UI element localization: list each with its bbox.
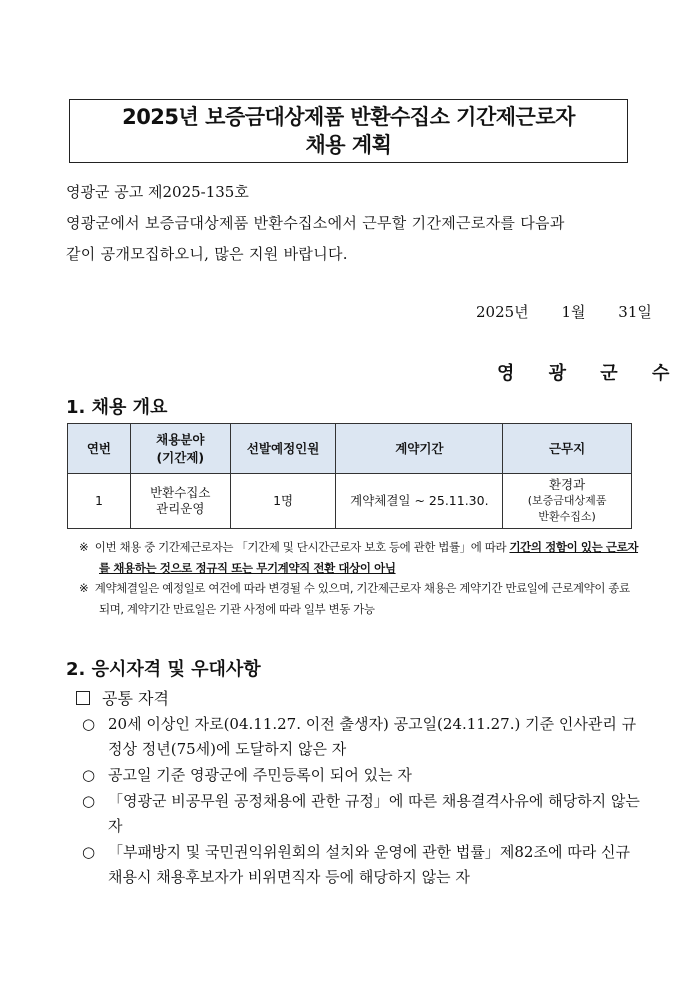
signer: 영 광 군 수 bbox=[497, 363, 684, 384]
notice-number: 영광군 공고 제2025-135호 bbox=[66, 183, 249, 201]
circle-bullet-icon: ○ bbox=[82, 766, 96, 784]
cell-field: 반환수집소 관리운영 bbox=[130, 474, 230, 529]
note-item: ※ 이번 채용 중 기간제근로자는 「기간제 및 단시간근로자 보호 등에 관한 법률」에 따라 기간의 정함이 있는 근로자를 채용하는 것으로 정규직 또는 무기계약직 전환 대상이 아님 bbox=[79, 540, 639, 575]
qualification-list bbox=[82, 712, 642, 891]
header-period: 계약기간 bbox=[336, 424, 503, 474]
notice-date bbox=[476, 301, 652, 322]
circle-bullet-icon: ○ bbox=[82, 715, 96, 733]
square-bullet-icon bbox=[76, 691, 90, 705]
header-headcount: 선발예정인원 bbox=[230, 424, 336, 474]
list-item: ○ 「부패방지 및 국민권익위원회의 설치와 운영에 관한 법률」제82조에 따라 신규 채용시 채용후보자가 비위면직자 등에 해당하지 않는 자 bbox=[82, 840, 642, 890]
reference-mark-icon: ※ bbox=[79, 581, 89, 595]
date-month: 1월 bbox=[561, 303, 586, 321]
list-item: ○ 20세 이상인 자로(04.11.27. 이전 출생자) 공고일(24.11.27.) 기준 인사관리 규정상 정년(75세)에 도달하지 않은 자 bbox=[82, 712, 642, 762]
cell-period: 계약체결일 ~ 25.11.30. bbox=[336, 474, 503, 529]
section-1-heading: 1. 채용 개요 bbox=[66, 397, 168, 418]
header-no: 연번 bbox=[68, 424, 131, 474]
cell-no: 1 bbox=[68, 474, 131, 529]
document-title-box bbox=[69, 99, 628, 163]
header-field: 채용분야 (기간제) bbox=[130, 424, 230, 474]
title-line-2: 채용 계획 bbox=[305, 133, 392, 157]
table-header-row bbox=[68, 424, 632, 474]
notes bbox=[79, 537, 639, 619]
date-day: 31일 bbox=[618, 303, 652, 321]
title-line-1: 2025년 보증금대상제품 반환수집소 기간제근로자 bbox=[122, 105, 575, 129]
date-year: 2025년 bbox=[476, 303, 529, 321]
intro-line-2: 같이 공개모집하오니, 많은 지원 바랍니다. bbox=[66, 245, 348, 263]
section-2-heading: 2. 응시자격 및 우대사항 bbox=[66, 659, 261, 680]
subheading-common-qualifications: 공통 자격 bbox=[76, 686, 169, 709]
intro-paragraph bbox=[66, 208, 636, 270]
list-item: ○ 공고일 기준 영광군에 주민등록이 되어 있는 자 bbox=[82, 763, 642, 788]
circle-bullet-icon: ○ bbox=[82, 843, 96, 861]
intro-line-1: 영광군에서 보증금대상제품 반환수집소에서 근무할 기간제근로자를 다음과 bbox=[66, 214, 565, 232]
underlined-emphasis: 기간의 정함이 있는 근로자를 채용하는 것으로 정규직 또는 무기계약직 전환 대상이 아님 bbox=[99, 540, 639, 575]
list-item: ○ 「영광군 비공무원 공정채용에 관한 규정」에 따른 채용결격사유에 해당하지 않는 자 bbox=[82, 789, 642, 839]
circle-bullet-icon: ○ bbox=[82, 792, 96, 810]
reference-mark-icon: ※ bbox=[79, 540, 89, 554]
recruitment-overview-table bbox=[67, 423, 632, 529]
table-row bbox=[68, 474, 632, 529]
header-workplace: 근무지 bbox=[503, 424, 632, 474]
cell-headcount: 1명 bbox=[230, 474, 336, 529]
note-item: ※ 계약체결일은 예정일로 여건에 따라 변경될 수 있으며, 기간제근로자 채용은 계약기간 만료일에 근로계약이 종료되며, 계약기간 만료일은 기관 사정에 따라 일부 변동 가능 bbox=[79, 581, 630, 616]
cell-workplace: 환경과 (보증금대상제품 반환수집소) bbox=[503, 474, 632, 529]
